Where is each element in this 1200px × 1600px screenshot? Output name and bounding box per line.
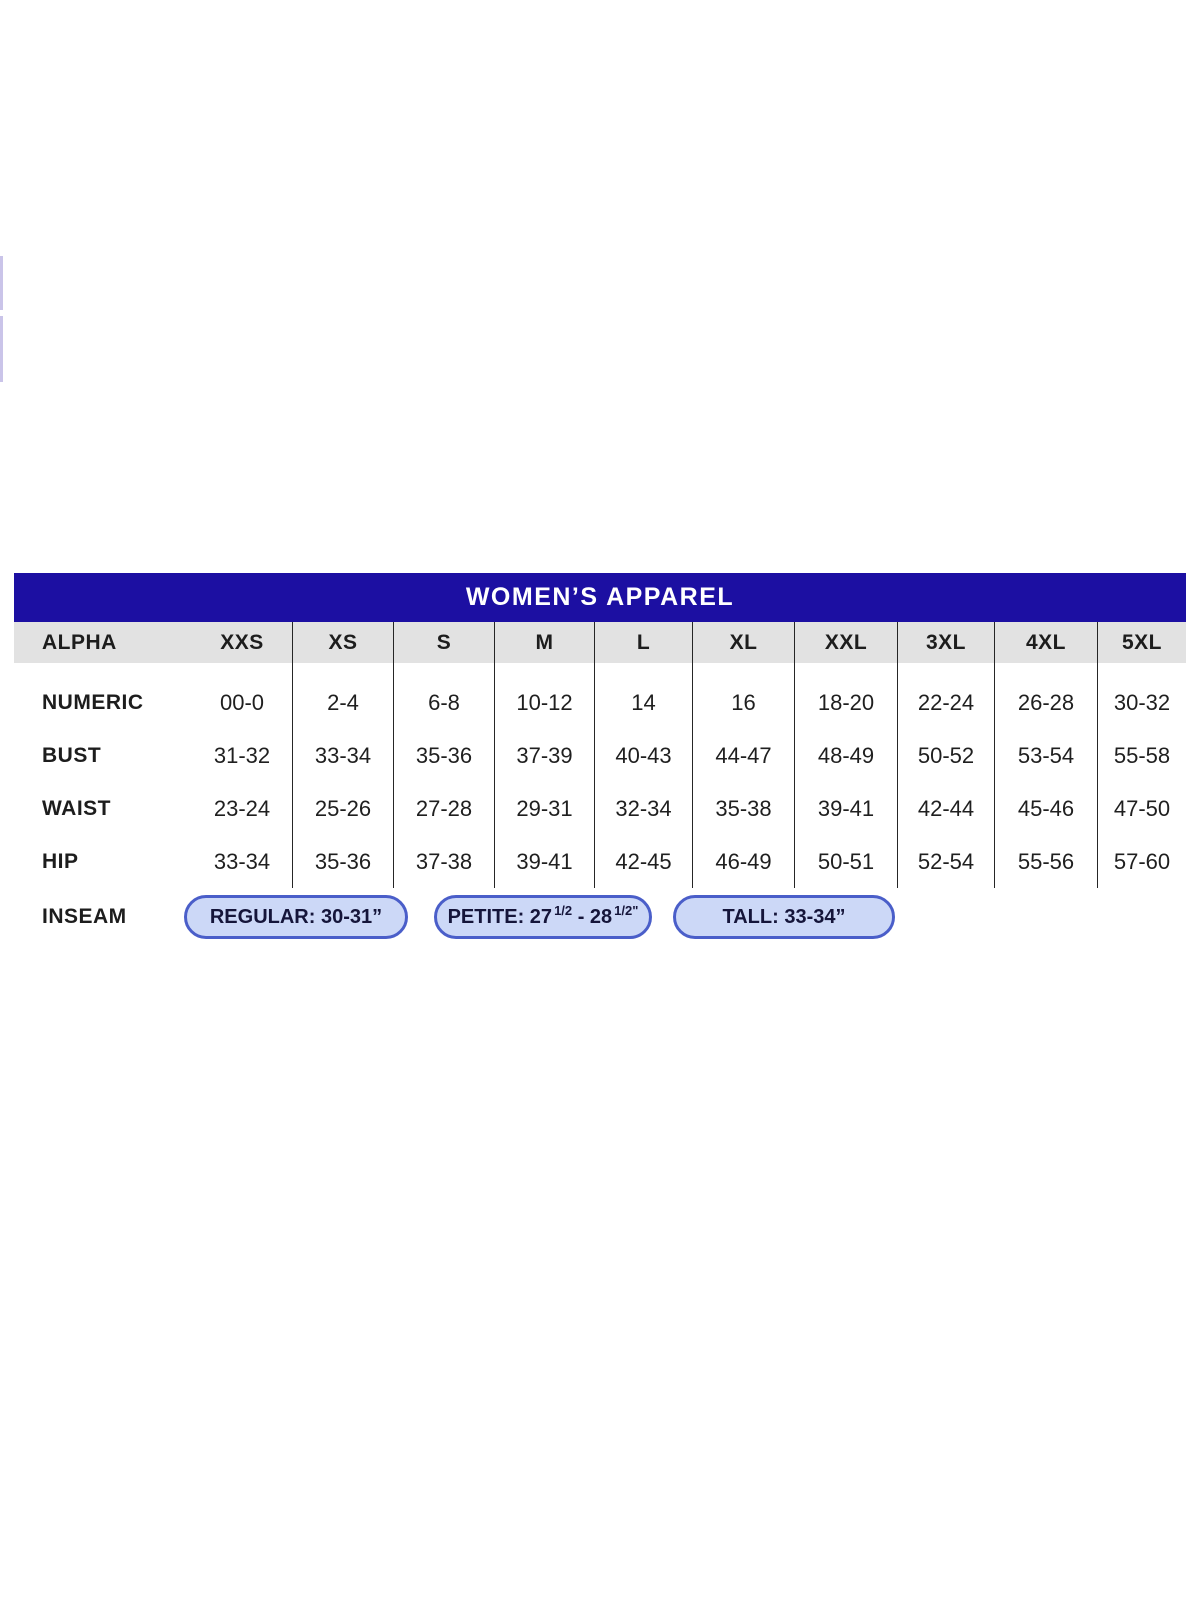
header-cell-alpha: ALPHA (14, 622, 192, 663)
numeric-4xl: 26-28 (994, 676, 1097, 729)
header-cell-4xl: 4XL (994, 622, 1097, 663)
numeric-xl: 16 (692, 676, 794, 729)
numeric-5xl: 30-32 (1097, 676, 1186, 729)
header-cell-s: S (393, 622, 494, 663)
spacer-cell (794, 663, 897, 676)
hip-xs: 35-36 (292, 835, 393, 888)
spacer-cell (393, 663, 494, 676)
inseam-pill-petite-text-1: PETITE: 27 (447, 905, 553, 928)
waist-s: 27-28 (393, 782, 494, 835)
waist-xs: 25-26 (292, 782, 393, 835)
hip-5xl: 57-60 (1097, 835, 1186, 888)
waist-l: 32-34 (594, 782, 692, 835)
bust-s: 35-36 (393, 729, 494, 782)
left-accent-strip-bottom (0, 316, 3, 382)
inseam-pill-petite-fraction-2: 1/2" (614, 902, 639, 918)
header-cell-xs: XS (292, 622, 393, 663)
hip-l: 42-45 (594, 835, 692, 888)
hip-xl: 46-49 (692, 835, 794, 888)
bust-3xl: 50-52 (897, 729, 994, 782)
hip-3xl: 52-54 (897, 835, 994, 888)
size-table (14, 622, 1186, 888)
waist-xxs: 23-24 (213, 795, 271, 821)
spacer-cell (292, 663, 393, 676)
spacer-cell (994, 663, 1097, 676)
spacer-cell (594, 663, 692, 676)
inseam-pill-regular (184, 895, 408, 939)
numeric-l: 14 (594, 676, 692, 729)
inseam-pill-regular-text: REGULAR: 30-31” (209, 905, 383, 928)
inseam-pill-petite (434, 895, 652, 939)
spacer-cell (692, 663, 794, 676)
inseam-pill-petite-text-2: - 28 (572, 905, 613, 928)
bust-xxl: 48-49 (794, 729, 897, 782)
spacer-cell (14, 663, 192, 676)
header-cell-l: L (594, 622, 692, 663)
inseam-pill-tall (673, 895, 895, 939)
waist-m: 29-31 (494, 782, 594, 835)
hip-s: 37-38 (393, 835, 494, 888)
row-label-bust: BUST (42, 743, 102, 767)
row-label-hip: HIP (42, 849, 79, 873)
bust-xxs: 31-32 (213, 742, 271, 768)
waist-xl: 35-38 (692, 782, 794, 835)
bust-4xl: 53-54 (994, 729, 1097, 782)
bust-5xl: 55-58 (1097, 729, 1186, 782)
header-cell-3xl: 3XL (897, 622, 994, 663)
header-cell-xxl: XXL (794, 622, 897, 663)
bust-m: 37-39 (494, 729, 594, 782)
inseam-pill-tall-text: TALL: 33-34” (722, 905, 846, 928)
bust-xs: 33-34 (292, 729, 393, 782)
numeric-xxs: 00-0 (219, 689, 265, 715)
waist-5xl: 47-50 (1097, 782, 1186, 835)
row-label-inseam: INSEAM (42, 905, 127, 928)
waist-xxl: 39-41 (794, 782, 897, 835)
bust-l: 40-43 (594, 729, 692, 782)
inseam-row (14, 893, 1186, 941)
hip-m: 39-41 (494, 835, 594, 888)
header-cell-m: M (494, 622, 594, 663)
header-cell-xl: XL (692, 622, 794, 663)
left-accent-strip-top (0, 256, 3, 310)
numeric-3xl: 22-24 (897, 676, 994, 729)
bust-xl: 44-47 (692, 729, 794, 782)
hip-4xl: 55-56 (994, 835, 1097, 888)
waist-4xl: 45-46 (994, 782, 1097, 835)
numeric-xs: 2-4 (292, 676, 393, 729)
numeric-m: 10-12 (494, 676, 594, 729)
hip-xxs: 33-34 (213, 848, 271, 874)
spacer-cell (1097, 663, 1186, 676)
header-cell-5xl: 5XL (1097, 622, 1186, 663)
spacer-cell (897, 663, 994, 676)
inseam-pill-petite-fraction-1: 1/2 (554, 902, 573, 918)
row-label-numeric: NUMERIC (42, 690, 144, 714)
chart-title-bar (14, 573, 1186, 622)
chart-title: WOMEN’S APPAREL (465, 583, 735, 611)
header-cell-xxs: XXS (192, 622, 292, 663)
hip-xxl: 50-51 (794, 835, 897, 888)
numeric-xxl: 18-20 (794, 676, 897, 729)
row-label-waist: WAIST (42, 796, 111, 820)
numeric-s: 6-8 (393, 676, 494, 729)
waist-3xl: 42-44 (897, 782, 994, 835)
spacer-cell (192, 663, 292, 676)
size-chart (14, 573, 1186, 888)
spacer-cell (494, 663, 594, 676)
